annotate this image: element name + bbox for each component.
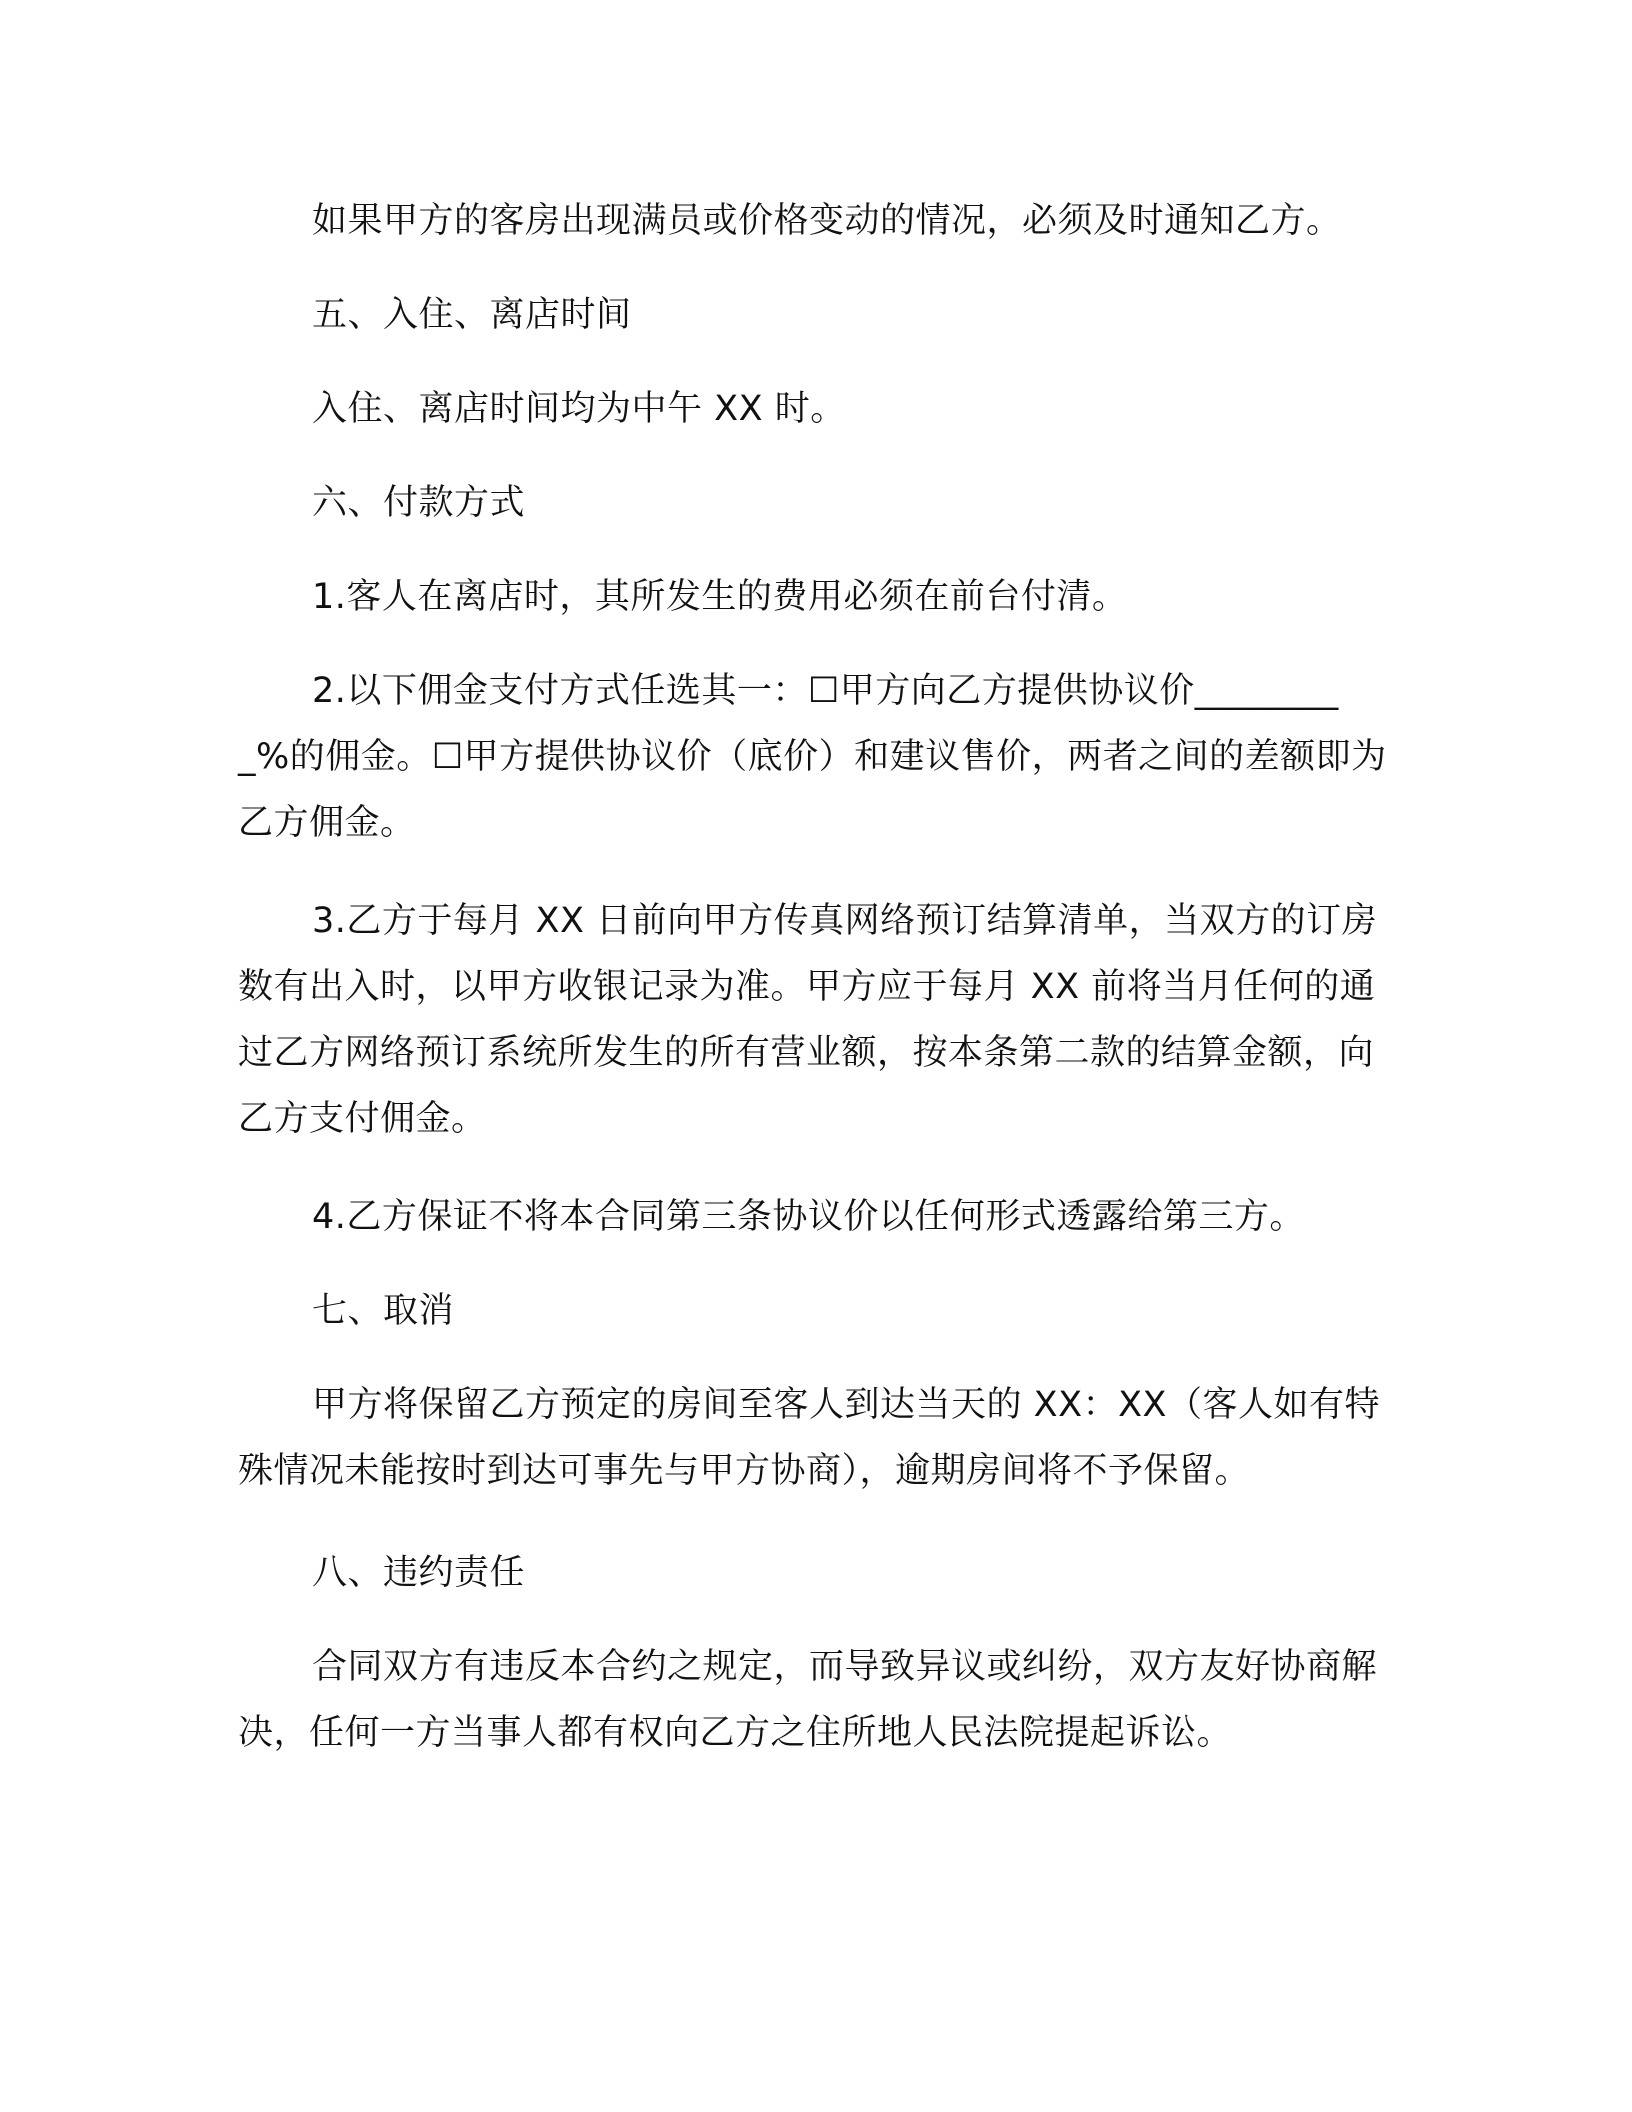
document-page (238, 188, 1388, 1766)
paragraph-checkin-time: 入住、离店时间均为中午 XX 时。 (312, 389, 846, 429)
heading-payment: 六、付款方式 (312, 483, 526, 523)
heading-liability: 八、违约责任 (312, 1553, 526, 1593)
paragraph-cancellation: 甲方将保留乙方预定的房间至客人到达当天的 XX：XX（客人如有特殊情况未能按时到达可事先与甲方协商），逾期房间将不予保留。 (238, 1385, 1381, 1491)
paragraph-room-notice: 如果甲方的客房出现满员或价格变动的情况，必须及时通知乙方。 (312, 201, 1342, 241)
heading-cancellation: 七、取消 (312, 1291, 455, 1331)
heading-checkin-checkout: 五、入住、离店时间 (312, 295, 632, 335)
paragraph-payment-4: 4.乙方保证不将本合同第三条协议价以任何形式透露给第三方。 (312, 1197, 1305, 1237)
paragraph-liability: 合同双方有违反本合约之规定，而导致异议或纠纷，双方友好协商解决，任何一方当事人都有权向乙方之住所地人民法院提起诉讼。 (238, 1647, 1378, 1753)
paragraph-payment-1: 1.客人在离店时，其所发生的费用必须在前台付清。 (312, 577, 1128, 617)
paragraph-payment-3: 3.乙方于每月 XX 日前向甲方传真网络预订结算清单，当双方的订房数有出入时，以甲方收银记录为准。甲方应于每月 XX 前将当月任何的通过乙方网络预订系统所发生的所有营业额，按本条第二款的结算金额，向乙方支付佣金。 (238, 901, 1378, 1139)
paragraph-payment-2: 2.以下佣金支付方式任选其一：☐甲方向乙方提供协议价_________%的佣金。☐甲方提供协议价（底价）和建议售价，两者之间的差额即为乙方佣金。 (238, 671, 1387, 843)
